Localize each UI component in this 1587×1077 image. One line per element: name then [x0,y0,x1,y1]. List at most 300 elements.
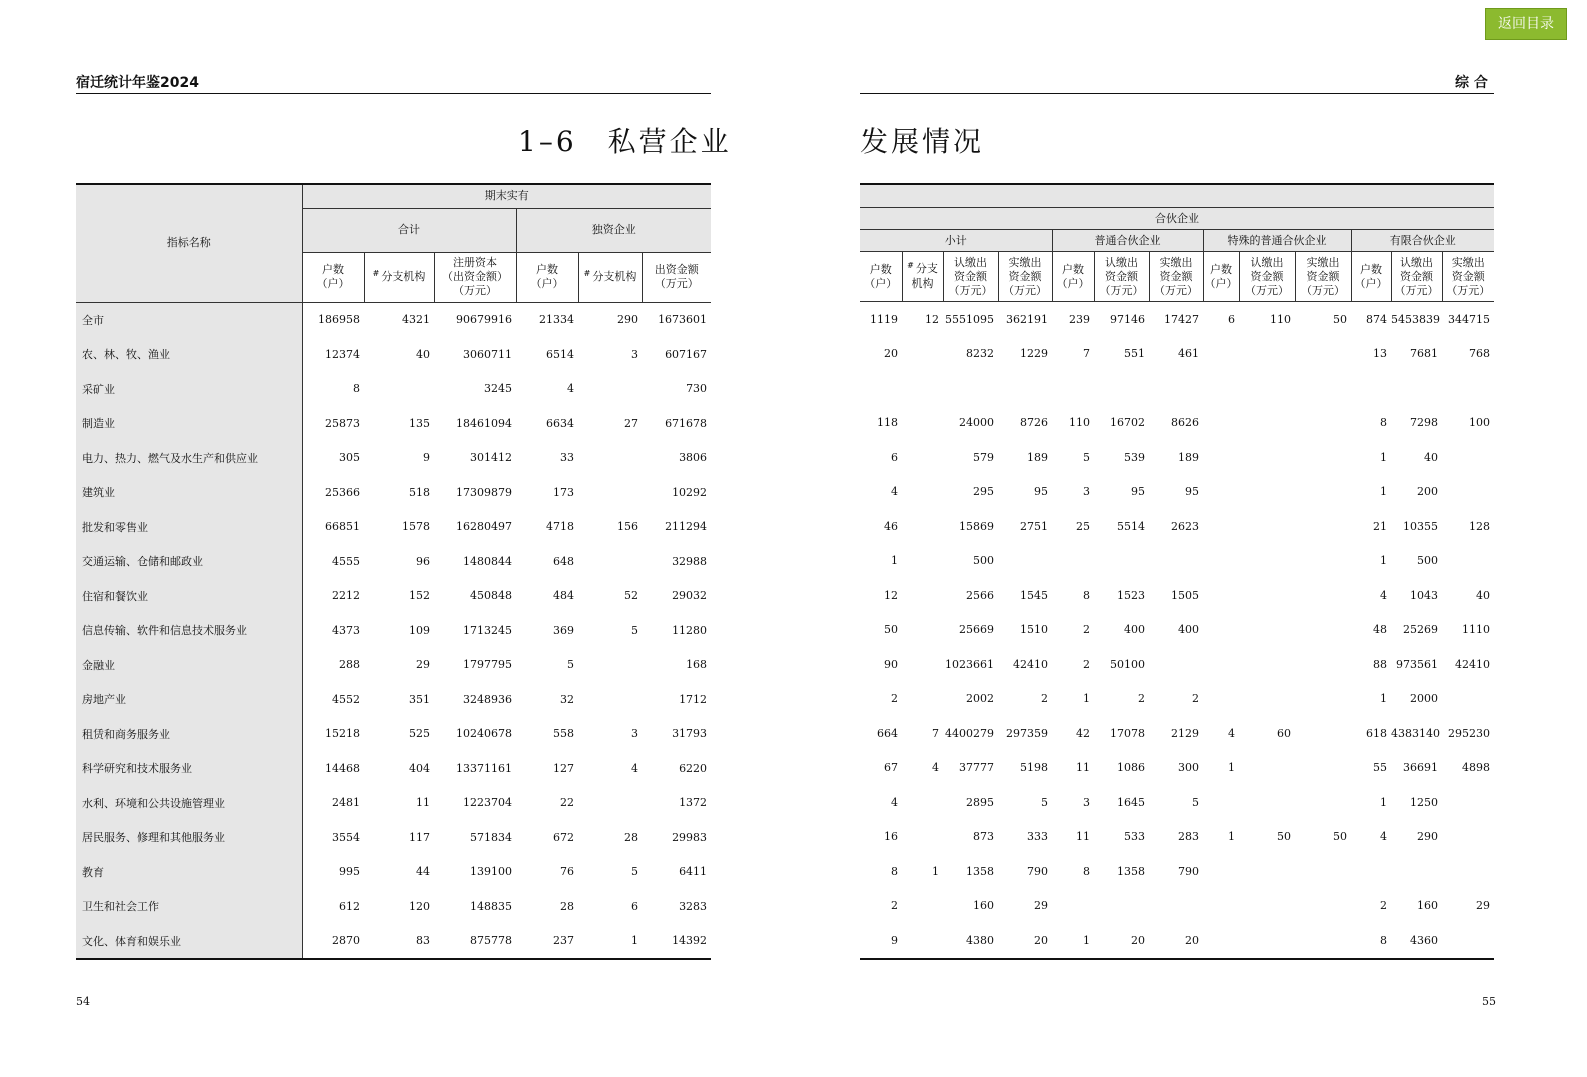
table-cell [1442,682,1494,717]
table-cell [1094,544,1149,579]
table-cell [364,372,434,407]
table-cell [1239,785,1295,820]
table-row [76,786,711,821]
indicator-name: 全市 [76,302,302,337]
table-cell: 2751 [1020,519,1048,533]
table-cell [902,544,943,579]
table-cell: 1 [932,864,939,878]
table-cell: 18461094 [456,416,512,430]
table-cell: 4 [631,761,638,775]
table-cell: 148835 [470,899,512,913]
table-cell: 1510 [1020,623,1048,637]
table-row [76,510,711,545]
table-cell: 4 [1380,830,1387,844]
table-cell: 21 [1373,519,1387,533]
table-cell [1351,371,1391,406]
table-cell: 3248936 [463,692,512,706]
table-cell: 17309879 [456,485,512,499]
table-cell: 4400279 [945,726,994,740]
table-row [76,613,711,648]
table-cell: 579 [973,450,994,464]
table-cell: 24000 [959,416,994,430]
table-cell: 11 [416,796,430,810]
table-cell: 1 [891,554,898,568]
table-cell [1295,785,1351,820]
table-cell: 25873 [325,416,360,430]
table-cell: 83 [364,924,434,960]
subtotal-paid-header: 实缴出 资金额 （万元） [998,252,1052,302]
table-cell: 128 [1469,519,1490,533]
table-cell: 25366 [325,485,360,499]
table-cell [1094,371,1149,406]
table-cell: 664 [877,726,898,740]
table-cell: 10240678 [456,727,512,741]
table-row [860,716,1494,751]
table-cell: 648 [553,554,574,568]
table-cell: 3060711 [463,347,512,361]
table-cell: 1 [1380,450,1387,464]
table-cell [1295,337,1351,372]
table-cell: 42410 [1013,657,1048,671]
table-cell: 301412 [470,451,512,465]
table-cell: 11280 [672,623,708,637]
table-cell: 10355 [1403,519,1438,533]
indicator-name: 信息传输、软件和信息技术服务业 [76,613,302,648]
table-cell: 790 [1027,864,1048,878]
table-cell [1149,371,1203,406]
table-row [76,820,711,855]
table-cell: 21334 [539,313,574,327]
table-cell: 17427 [1164,312,1199,326]
table-cell: 7 [1083,347,1090,361]
header-rule-right [860,93,1494,94]
table-cell: 1545 [1020,588,1048,602]
table-cell: 160 [1417,899,1438,913]
table-cell: 400 [1124,623,1145,637]
table-cell: 16280497 [456,520,512,534]
table-cell: 612 [339,899,360,913]
table-cell: 8 [1380,416,1387,430]
general-paid-header: 实缴出 资金额 （万元） [1149,252,1203,302]
households-header: 户数 （户） [302,252,364,302]
table-row [860,302,1494,337]
table-cell: 404 [409,761,430,775]
table-cell: 1505 [1171,588,1199,602]
table-cell: 189 [1178,450,1199,464]
table-cell: 484 [553,589,574,603]
indicator-name: 文化、体育和娱乐业 [76,924,302,960]
table-cell: 995 [339,865,360,879]
table-cell [1203,371,1239,406]
contribution-header: 出资金额 （万元） [642,252,711,302]
table-cell: 873 [973,830,994,844]
table-cell [902,613,943,648]
table-cell: 200 [1417,485,1438,499]
table-cell: 12374 [325,347,360,361]
table-cell: 2212 [332,589,360,603]
table-cell: 3806 [679,451,708,465]
table-cell: 539 [1124,450,1145,464]
table-cell: 152 [409,589,430,603]
table-cell [1203,889,1239,924]
table-cell: 50100 [1110,657,1145,671]
table-cell: 8 [353,382,360,396]
table-cell [1239,544,1295,579]
indicator-name: 批发和零售业 [76,510,302,545]
table-cell [1442,820,1494,855]
special-subscribed-header: 认缴出 资金额 （万元） [1239,252,1295,302]
table-cell [1239,682,1295,717]
table-cell: 2870 [302,924,364,960]
table-cell: 28 [560,899,574,913]
total-header: 合计 [302,208,516,252]
table-cell: 369 [553,623,574,637]
table-cell: 2129 [1171,726,1199,740]
table-cell: 15218 [325,727,360,741]
indicator-name: 金融业 [76,648,302,683]
table-row [860,820,1494,855]
table-cell [1295,509,1351,544]
table-cell: 1 [1380,795,1387,809]
table-cell [1442,923,1494,959]
table-cell [902,337,943,372]
table-cell: 1110 [1462,623,1490,637]
page-title-left: 1–6 私营企业 [518,125,732,158]
table-row [860,440,1494,475]
table-cell: 95 [1185,485,1199,499]
table-cell: 533 [1124,830,1145,844]
table-cell [1295,682,1351,717]
table-cell [902,371,943,406]
table-cell: 2 [1041,692,1048,706]
table-row [860,785,1494,820]
table-cell: 1 [1052,923,1094,959]
table-cell: 2 [1083,657,1090,671]
table-cell: 3554 [332,830,360,844]
table-cell [1203,613,1239,648]
table-cell: 1523 [1117,588,1145,602]
table-cell: 25669 [959,623,994,637]
table-row [76,406,711,441]
table-cell: 11 [1076,830,1090,844]
table-cell: 4 [891,795,898,809]
table-cell [1239,475,1295,510]
table-cell [1442,854,1494,889]
table-cell: 4360 [1391,923,1442,959]
table-cell: 117 [409,830,430,844]
table-cell [902,647,943,682]
special-households-header: 户数 （户） [1203,252,1239,302]
table-row [76,751,711,786]
table-cell: 4718 [546,520,574,534]
table-cell: 60 [1277,726,1291,740]
table-cell: 66851 [325,520,360,534]
table-cell [1094,889,1149,924]
table-cell: 2 [1138,692,1145,706]
general-households-header: 户数 （户） [1052,252,1094,302]
table-cell [902,785,943,820]
table-cell [1295,923,1351,959]
table-cell: 558 [553,727,574,741]
table-cell: 362191 [1006,312,1048,326]
table-cell [902,440,943,475]
table-cell: 8 [891,864,898,878]
table-cell: 2 [1192,692,1199,706]
table-cell: 3245 [484,382,512,396]
table-cell: 40 [416,347,430,361]
indicator-name: 制造业 [76,406,302,441]
table-cell: 4 [1228,726,1235,740]
table-row [860,682,1494,717]
table-cell: 4 [567,382,574,396]
table-cell [1203,475,1239,510]
table-row [76,441,711,476]
table-cell [1203,440,1239,475]
table-cell [578,648,642,683]
indicator-name: 教育 [76,855,302,890]
table-cell: 450848 [470,589,512,603]
table-cell: 525 [409,727,430,741]
table-cell: 671678 [665,416,708,430]
table-cell: 5 [631,865,638,879]
indicator-name: 交通运输、仓储和邮政业 [76,544,302,579]
table-cell: 5 [1041,795,1048,809]
table-cell: 2566 [966,588,994,602]
table-cell: 40 [1424,450,1438,464]
table-cell: 1713245 [463,623,512,637]
table-cell: 55 [1373,761,1387,775]
table-cell: 50 [884,623,898,637]
table-cell [578,786,642,821]
table-row [76,682,711,717]
table-cell: 790 [1178,864,1199,878]
table-cell: 48 [1373,623,1387,637]
table-cell [1203,509,1239,544]
table-cell: 2000 [1410,692,1438,706]
table-row [860,544,1494,579]
table-row [76,475,711,510]
table-cell: 2623 [1171,519,1199,533]
table-cell: 7 [932,726,939,740]
table-cell [1203,337,1239,372]
table-cell: 618 [1366,726,1387,740]
table-cell: 96 [416,554,430,568]
table-cell: 139100 [470,865,512,879]
table-cell: 305 [339,451,360,465]
table-cell: 4383140 [1391,726,1440,740]
table-cell [860,371,902,406]
table-cell: 3283 [679,899,708,913]
table-cell [1149,889,1203,924]
table-cell: 2 [1380,899,1387,913]
table-cell: 1645 [1117,795,1145,809]
table-cell [1239,371,1295,406]
table-cell: 1 [1380,554,1387,568]
table-cell: 500 [973,554,994,568]
period-end-header: 期末实有 [302,184,711,208]
table-cell [1203,647,1239,682]
table-cell: 4 [891,485,898,499]
table-cell: 239 [1069,312,1090,326]
table-cell: 17078 [1110,726,1145,740]
table-row [76,855,711,890]
table-cell: 6 [631,899,638,913]
table-cell: 50 [1333,830,1347,844]
table-cell: 25269 [1403,623,1438,637]
table-cell: 2 [891,692,898,706]
table-cell: 8626 [1171,416,1199,430]
general-partnership-header: 普通合伙企业 [1052,230,1203,252]
table-cell: 672 [553,830,574,844]
table-cell: 5514 [1117,519,1145,533]
table-cell: 100 [1469,416,1490,430]
table-cell: 5 [1192,795,1199,809]
table-row [860,337,1494,372]
table-cell: 288 [339,658,360,672]
general-subscribed-header: 认缴出 资金额 （万元） [1094,252,1149,302]
table-cell [902,682,943,717]
table-cell: 7681 [1410,347,1438,361]
table-cell [1239,440,1295,475]
table-cell [1239,509,1295,544]
table-cell [1239,889,1295,924]
table-cell: 607167 [665,347,708,361]
table-cell: 1229 [1020,347,1048,361]
table-cell [1391,371,1442,406]
table-cell: 37777 [959,761,994,775]
table-row [76,302,711,337]
table-cell [1295,716,1351,751]
table-row [76,648,711,683]
table-cell: 6411 [679,865,708,879]
table-cell [1052,544,1094,579]
table-cell [1295,578,1351,613]
yearbook-header: 宿迁统计年鉴2024 [76,75,199,91]
table-cell: 16 [884,830,898,844]
table-cell [578,372,642,407]
limited-paid-header: 实缴出 资金额 （万元） [1442,252,1494,302]
table-cell: 551 [1124,347,1145,361]
table-cell: 290 [617,313,638,327]
table-cell: 42 [1076,726,1090,740]
table-cell: 1119 [870,312,898,326]
table-cell: 297359 [1006,726,1048,740]
return-to-contents-button[interactable]: 返回目录 [1485,8,1567,40]
table-cell: 9 [423,451,430,465]
limited-partnership-header: 有限合伙企业 [1351,230,1494,252]
table-cell [902,820,943,855]
table-cell: 1673601 [658,313,708,327]
table-cell [998,371,1052,406]
table-cell: 1358 [1117,864,1145,878]
table-cell: 1043 [1410,588,1438,602]
table-row [860,406,1494,441]
limited-subscribed-header: 认缴出 资金额 （万元） [1391,252,1442,302]
table-cell: 8 [1351,923,1391,959]
table-cell [1295,475,1351,510]
table-cell [1442,475,1494,510]
left-data-table [76,183,711,960]
table-cell: 67 [884,761,898,775]
table-cell: 8232 [966,347,994,361]
table-cell: 11 [1076,761,1090,775]
partnership-header: 合伙企业 [860,208,1494,230]
table-cell [1295,854,1351,889]
table-cell: 22 [560,796,574,810]
table-row [860,613,1494,648]
table-cell: 32988 [672,554,708,568]
indicator-name: 租赁和商务服务业 [76,717,302,752]
subtotal-households-header: 户数 （户） [860,252,902,302]
table-cell: 344715 [1448,312,1490,326]
table-cell: 90679916 [456,313,512,327]
table-cell [1149,647,1203,682]
table-cell: 95 [1034,485,1048,499]
table-cell: 6514 [546,347,574,361]
table-cell: 300 [1178,761,1199,775]
table-cell: 110 [1069,416,1090,430]
table-cell [1391,854,1442,889]
table-row [76,924,711,960]
table-cell: 29032 [672,589,708,603]
table-cell: 1480844 [463,554,512,568]
table-cell: 8726 [1020,416,1048,430]
table-cell: 13371161 [456,761,512,775]
table-cell: 5453839 [1391,312,1440,326]
subtotal-branches-header: # 分支 机构 [902,252,943,302]
table-cell [1295,889,1351,924]
table-cell: 2481 [332,796,360,810]
table-row [860,923,1494,959]
table-cell: 290 [1417,830,1438,844]
table-cell [1295,440,1351,475]
sole-enterprise-header: 独资企业 [516,208,711,252]
table-cell [578,682,642,717]
table-cell: 127 [553,761,574,775]
table-cell [1239,578,1295,613]
table-cell [1239,337,1295,372]
indicator-name: 房地产业 [76,682,302,717]
table-cell: 88 [1373,657,1387,671]
table-cell [1239,613,1295,648]
table-cell: 3 [631,347,638,361]
table-cell: 76 [560,865,574,879]
table-cell: 333 [1027,830,1048,844]
table-cell: 7298 [1410,416,1438,430]
indicator-name: 居民服务、修理和其他服务业 [76,820,302,855]
table-cell: 4321 [402,313,430,327]
table-row [860,854,1494,889]
table-cell [1295,371,1351,406]
table-cell [578,475,642,510]
table-cell: 186958 [318,313,360,327]
table-cell: 1223704 [463,796,512,810]
table-cell: 211294 [665,520,708,534]
table-cell: 32 [560,692,574,706]
table-cell: 27 [624,416,638,430]
table-cell: 156 [617,520,638,534]
table-cell: 1 [1380,692,1387,706]
table-cell [902,406,943,441]
table-cell: 2 [1083,623,1090,637]
table-cell: 1712 [679,692,708,706]
table-cell: 3 [631,727,638,741]
table-cell: 135 [409,416,430,430]
table-cell [1203,406,1239,441]
table-cell: 29 [416,658,430,672]
table-row [76,889,711,924]
table-cell [1295,647,1351,682]
